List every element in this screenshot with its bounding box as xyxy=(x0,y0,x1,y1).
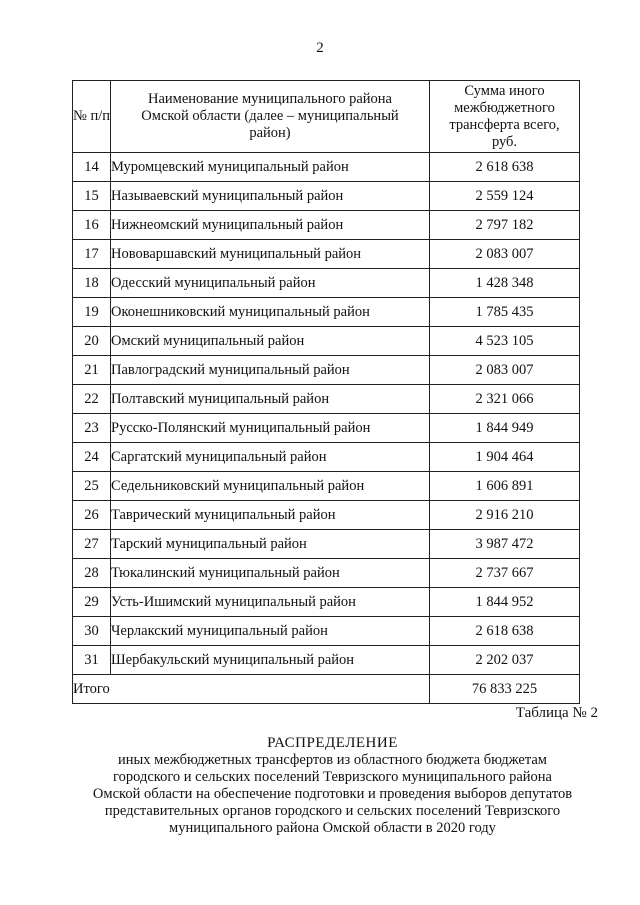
row-number: 21 xyxy=(73,356,111,385)
row-sum: 1 904 464 xyxy=(430,443,580,472)
row-number: 25 xyxy=(73,472,111,501)
row-district-name: Усть-Ишимский муниципальный район xyxy=(111,588,430,617)
row-number: 31 xyxy=(73,646,111,675)
table-row xyxy=(73,385,580,414)
row-sum: 2 618 638 xyxy=(430,153,580,182)
row-district-name: Павлоградский муниципальный район xyxy=(111,356,430,385)
section-description xyxy=(0,752,640,837)
row-district-name: Тарский муниципальный район xyxy=(111,530,430,559)
row-number: 26 xyxy=(73,501,111,530)
table-row xyxy=(73,298,580,327)
row-district-name: Черлакский муниципальный район xyxy=(111,617,430,646)
header-sum: Сумма иного межбюджетного трансферта всего, руб. xyxy=(430,81,580,153)
row-district-name: Саргатский муниципальный район xyxy=(111,443,430,472)
description-line: городского и сельских поселений Тевризского муниципального района xyxy=(113,769,552,785)
table-row xyxy=(73,211,580,240)
table-row xyxy=(73,646,580,675)
row-sum: 2 083 007 xyxy=(430,356,580,385)
row-number: 23 xyxy=(73,414,111,443)
total-row xyxy=(73,675,580,704)
row-number: 19 xyxy=(73,298,111,327)
row-number: 28 xyxy=(73,559,111,588)
row-district-name: Полтавский муниципальный район xyxy=(111,385,430,414)
row-sum: 2 737 667 xyxy=(430,559,580,588)
row-district-name: Русско-Полянский муниципальный район xyxy=(111,414,430,443)
row-district-name: Муромцевский муниципальный район xyxy=(111,153,430,182)
total-label: Итого xyxy=(73,675,430,704)
description-line: Омской области на обеспечение подготовки и проведения выборов депутатов xyxy=(92,786,573,802)
row-sum: 2 797 182 xyxy=(430,211,580,240)
row-number: 20 xyxy=(73,327,111,356)
row-sum: 2 083 007 xyxy=(430,240,580,269)
header-number: № п/п xyxy=(73,81,111,153)
row-district-name: Одесский муниципальный район xyxy=(111,269,430,298)
distribution-table xyxy=(72,80,580,704)
row-district-name: Тюкалинский муниципальный район xyxy=(111,559,430,588)
description-line: представительных органов городского и сельских поселений Тевризского xyxy=(104,803,561,819)
description-line: иных межбюджетных трансфертов из областного бюджета бюджетам xyxy=(118,752,547,768)
table-row xyxy=(73,153,580,182)
row-sum: 2 321 066 xyxy=(430,385,580,414)
table-row xyxy=(73,559,580,588)
row-number: 22 xyxy=(73,385,111,414)
row-district-name: Нововаршавский муниципальный район xyxy=(111,240,430,269)
row-number: 18 xyxy=(73,269,111,298)
description-line: муниципального района Омской области в 2020 году xyxy=(169,820,496,836)
row-number: 30 xyxy=(73,617,111,646)
row-district-name: Оконешниковский муниципальный район xyxy=(111,298,430,327)
row-sum: 1 844 952 xyxy=(430,588,580,617)
row-number: 15 xyxy=(73,182,111,211)
row-sum: 4 523 105 xyxy=(430,327,580,356)
page-number: 2 xyxy=(316,40,324,56)
row-district-name: Омский муниципальный район xyxy=(111,327,430,356)
row-number: 14 xyxy=(73,153,111,182)
table-row xyxy=(73,269,580,298)
table-row xyxy=(73,588,580,617)
row-district-name: Нижнеомский муниципальный район xyxy=(111,211,430,240)
row-sum: 2 916 210 xyxy=(430,501,580,530)
table-row xyxy=(73,530,580,559)
row-sum: 3 987 472 xyxy=(430,530,580,559)
table-header-row xyxy=(73,81,580,153)
row-number: 17 xyxy=(73,240,111,269)
table-row xyxy=(73,472,580,501)
table-caption: Таблица № 2 xyxy=(515,705,598,721)
table-row xyxy=(73,414,580,443)
row-number: 24 xyxy=(73,443,111,472)
table-row xyxy=(73,356,580,385)
table-row xyxy=(73,327,580,356)
table-row xyxy=(73,617,580,646)
row-sum: 1 428 348 xyxy=(430,269,580,298)
row-number: 29 xyxy=(73,588,111,617)
section-heading: РАСПРЕДЕЛЕНИЕ xyxy=(267,735,398,751)
row-sum: 2 202 037 xyxy=(430,646,580,675)
row-number: 16 xyxy=(73,211,111,240)
row-sum: 2 618 638 xyxy=(430,617,580,646)
row-district-name: Таврический муниципальный район xyxy=(111,501,430,530)
header-name: Наименование муниципального района Омской области (далее – муниципальный район) xyxy=(111,81,430,153)
row-district-name: Шербакульский муниципальный район xyxy=(111,646,430,675)
row-sum: 1 785 435 xyxy=(430,298,580,327)
table-row xyxy=(73,443,580,472)
table-row xyxy=(73,182,580,211)
table-row xyxy=(73,501,580,530)
row-number: 27 xyxy=(73,530,111,559)
row-district-name: Называевский муниципальный район xyxy=(111,182,430,211)
row-sum: 1 844 949 xyxy=(430,414,580,443)
table-body xyxy=(73,153,580,704)
row-sum: 1 606 891 xyxy=(430,472,580,501)
row-sum: 2 559 124 xyxy=(430,182,580,211)
table-row xyxy=(73,240,580,269)
row-district-name: Седельниковский муниципальный район xyxy=(111,472,430,501)
total-sum: 76 833 225 xyxy=(430,675,580,704)
